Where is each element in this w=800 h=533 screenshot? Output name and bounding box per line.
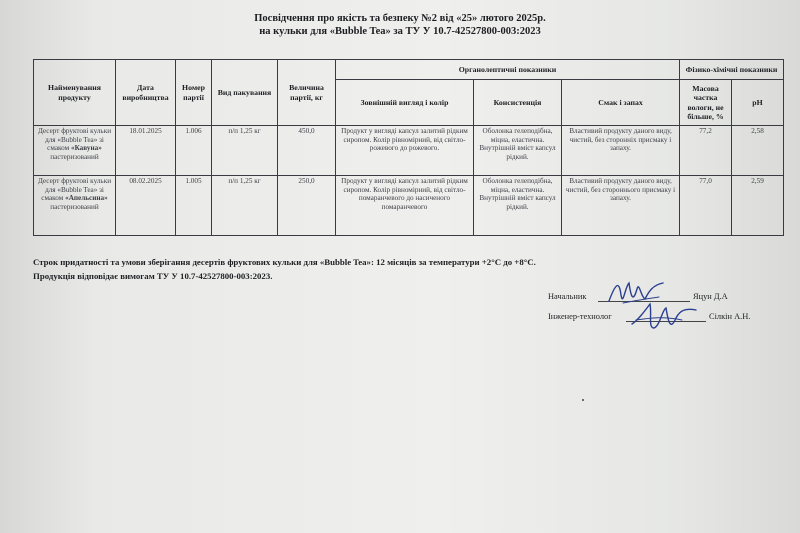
consistency: Оболонка гелеподібна, міцна, еластична. Внутрішній вміст капсул рідкий. (474, 176, 562, 236)
head-title: Начальник (548, 292, 587, 301)
appearance: Продукт у вигляді капсул залитий рідким сиропом. Колір рівномірний, від світло-рожевого до рожевого. (336, 126, 474, 176)
tech-title: Інженер-технолог (548, 312, 612, 321)
tech-name: Сілкін А.Н. (709, 312, 751, 321)
certificate-title: Посвідчення про якість та безпеку №2 від «25» лютого 2025р. (254, 13, 546, 24)
table-row (34, 176, 784, 236)
packaging: п/п 1,25 кг (212, 176, 278, 236)
product-name: Десерт фруктові кульки для «Bubble Tea» зі смаком «Кавуна» пастеризований (34, 126, 116, 176)
table-row (34, 126, 784, 176)
head-name: Яцун Д.А (693, 292, 728, 301)
batch-size: 450,0 (278, 126, 336, 176)
storage-note: Строк придатності та умови зберігання десертів фруктових кульки для «Bubble Tea»: 12 місяців за температури +2°С до +8°С. (33, 257, 536, 267)
header-pack: Вид пакування (212, 60, 278, 126)
appearance: Продукт у вигляді капсул залитий рідким сиропом. Колір рівномірний, від світло-помаранчевого до насиченого помаранчевого (336, 176, 474, 236)
header-physchem: Фізико-хімічні показники (680, 60, 784, 80)
moisture-value: 77,2 (680, 126, 732, 176)
header-organoleptic: Органолептичні показники (336, 60, 680, 80)
compliance-note: Продукція відповідає вимогам ТУ У 10.7-42527800-003:2023. (33, 271, 273, 281)
moisture-value: 77,0 (680, 176, 732, 236)
taste-smell: Властивий продукту даного виду, чистий, без стороннього присмаку і запаху. (562, 176, 680, 236)
batch-size: 250,0 (278, 176, 336, 236)
header-consistency: Консистенція (474, 80, 562, 126)
header-date: Дата виробництва (116, 60, 176, 126)
ph-value: 2,58 (732, 126, 784, 176)
batch-number: 1.006 (176, 126, 212, 176)
header-moisture: Масова частка вологи, не більше, % (680, 80, 732, 126)
packaging: п/п 1,25 кг (212, 126, 278, 176)
product-name: Десерт фруктові кульки для «Bubble Tea» зі смаком «Апельсина» пастеризований (34, 176, 116, 236)
header-appearance: Зовнішній вигляд і колір (336, 80, 474, 126)
header-name: Найменування продукту (34, 60, 116, 126)
quality-table (33, 59, 784, 236)
tech-signature-icon (630, 298, 698, 336)
taste-smell: Властивий продукту даного виду, чистий, без сторонніх присмаку і запаху. (562, 126, 680, 176)
production-date: 08.02.2025 (116, 176, 176, 236)
header-batch: Номер партії (176, 60, 212, 126)
batch-number: 1.005 (176, 176, 212, 236)
ph-value: 2,59 (732, 176, 784, 236)
product-flavor: «Апельсина» (65, 194, 108, 203)
certificate-subtitle: на кульки для «Bubble Tea» за ТУ У 10.7-42527800-003:2023 (259, 26, 541, 37)
production-date: 18.01.2025 (116, 126, 176, 176)
header-ph: pH (732, 80, 784, 126)
header-taste: Смак і запах (562, 80, 680, 126)
product-flavor: «Кавуна» (70, 144, 102, 153)
header-size: Величина партії, кг (278, 60, 336, 126)
consistency: Оболонка гелеподібна, міцна, еластична. Внутрішній вміст капсул рідкий. (474, 126, 562, 176)
speck (582, 399, 584, 401)
